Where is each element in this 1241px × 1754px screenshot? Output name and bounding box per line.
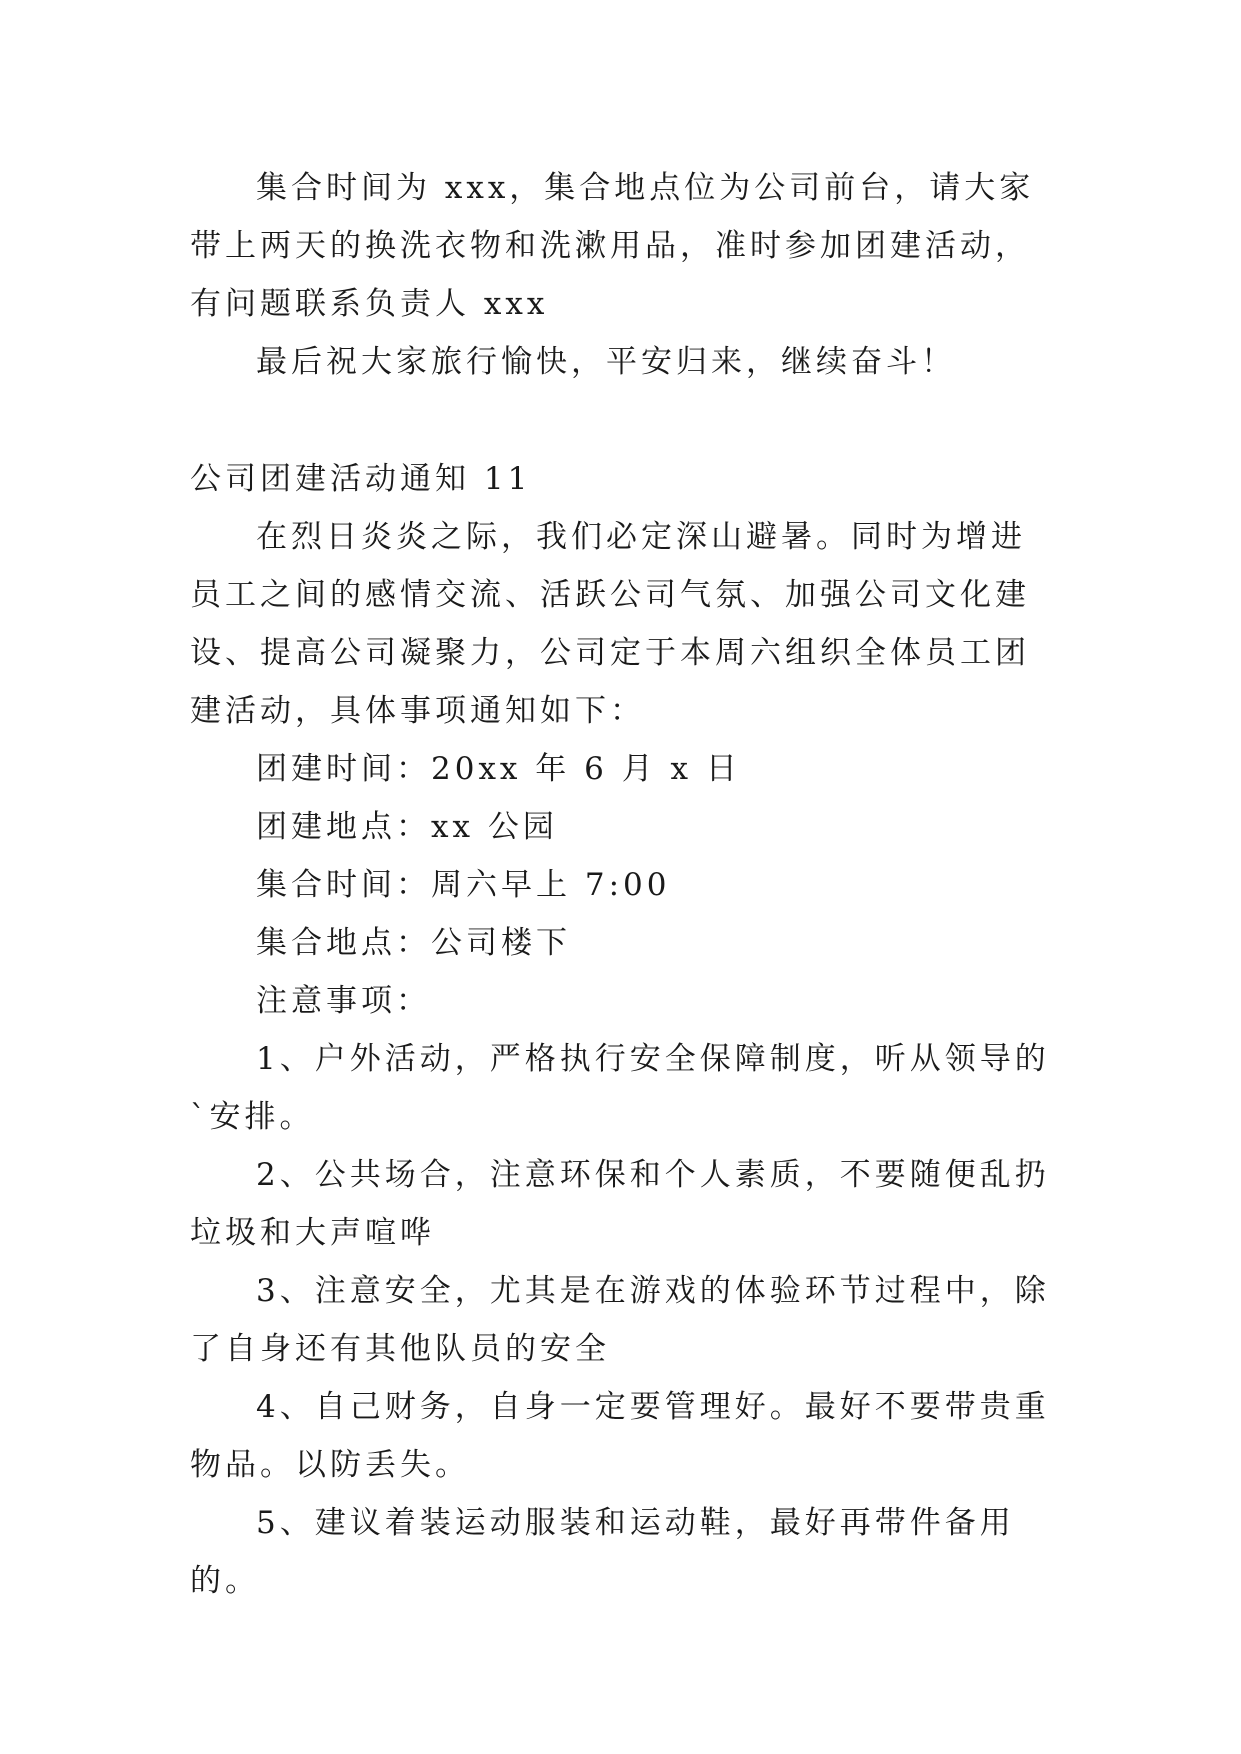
detail-location: 团建地点：xx 公园 <box>256 809 558 845</box>
note-item-4: 4、自己财务，自身一定要管理好。最好不要带贵重物品。以防丢失。 <box>190 1389 1050 1483</box>
detail-notes-heading: 注意事项： <box>256 983 431 1019</box>
notice-section <box>190 450 1052 1610</box>
note-item-1: 1、户外活动，严格执行安全保障制度，听从领导的`安排。 <box>190 1041 1050 1135</box>
assembly-paragraph: 集合时间为 xxx，集合地点位为公司前台，请大家带上两天的换洗衣物和洗漱用品，准时参加团建活动，有问题联系负责人 xxx <box>190 170 1035 322</box>
note-item-5: 5、建议着装运动服装和运动鞋，最好再带件备用的。 <box>190 1505 1015 1599</box>
note-item-2: 2、公共场合，注意环保和个人素质，不要随便乱扔垃圾和大声喧哗 <box>190 1157 1050 1251</box>
top-section <box>190 159 1052 391</box>
detail-assembly-time: 集合时间：周六早上 7:00 <box>256 867 671 903</box>
notice-title: 公司团建活动通知 11 <box>190 461 532 497</box>
note-item-3: 3、注意安全，尤其是在游戏的体验环节过程中，除了自身还有其他队员的安全 <box>190 1273 1050 1367</box>
intro-paragraph: 在烈日炎炎之际，我们必定深山避暑。同时为增进员工之间的感情交流、活跃公司气氛、加强公司文化建设、提高公司凝聚力，公司定于本周六组织全体员工团建活动，具体事项通知如下： <box>190 519 1030 729</box>
closing-wishes-paragraph: 最后祝大家旅行愉快，平安归来，继续奋斗！ <box>256 344 956 380</box>
detail-time: 团建时间：20xx 年 6 月 x 日 <box>256 751 741 787</box>
detail-assembly-location: 集合地点：公司楼下 <box>256 925 571 961</box>
